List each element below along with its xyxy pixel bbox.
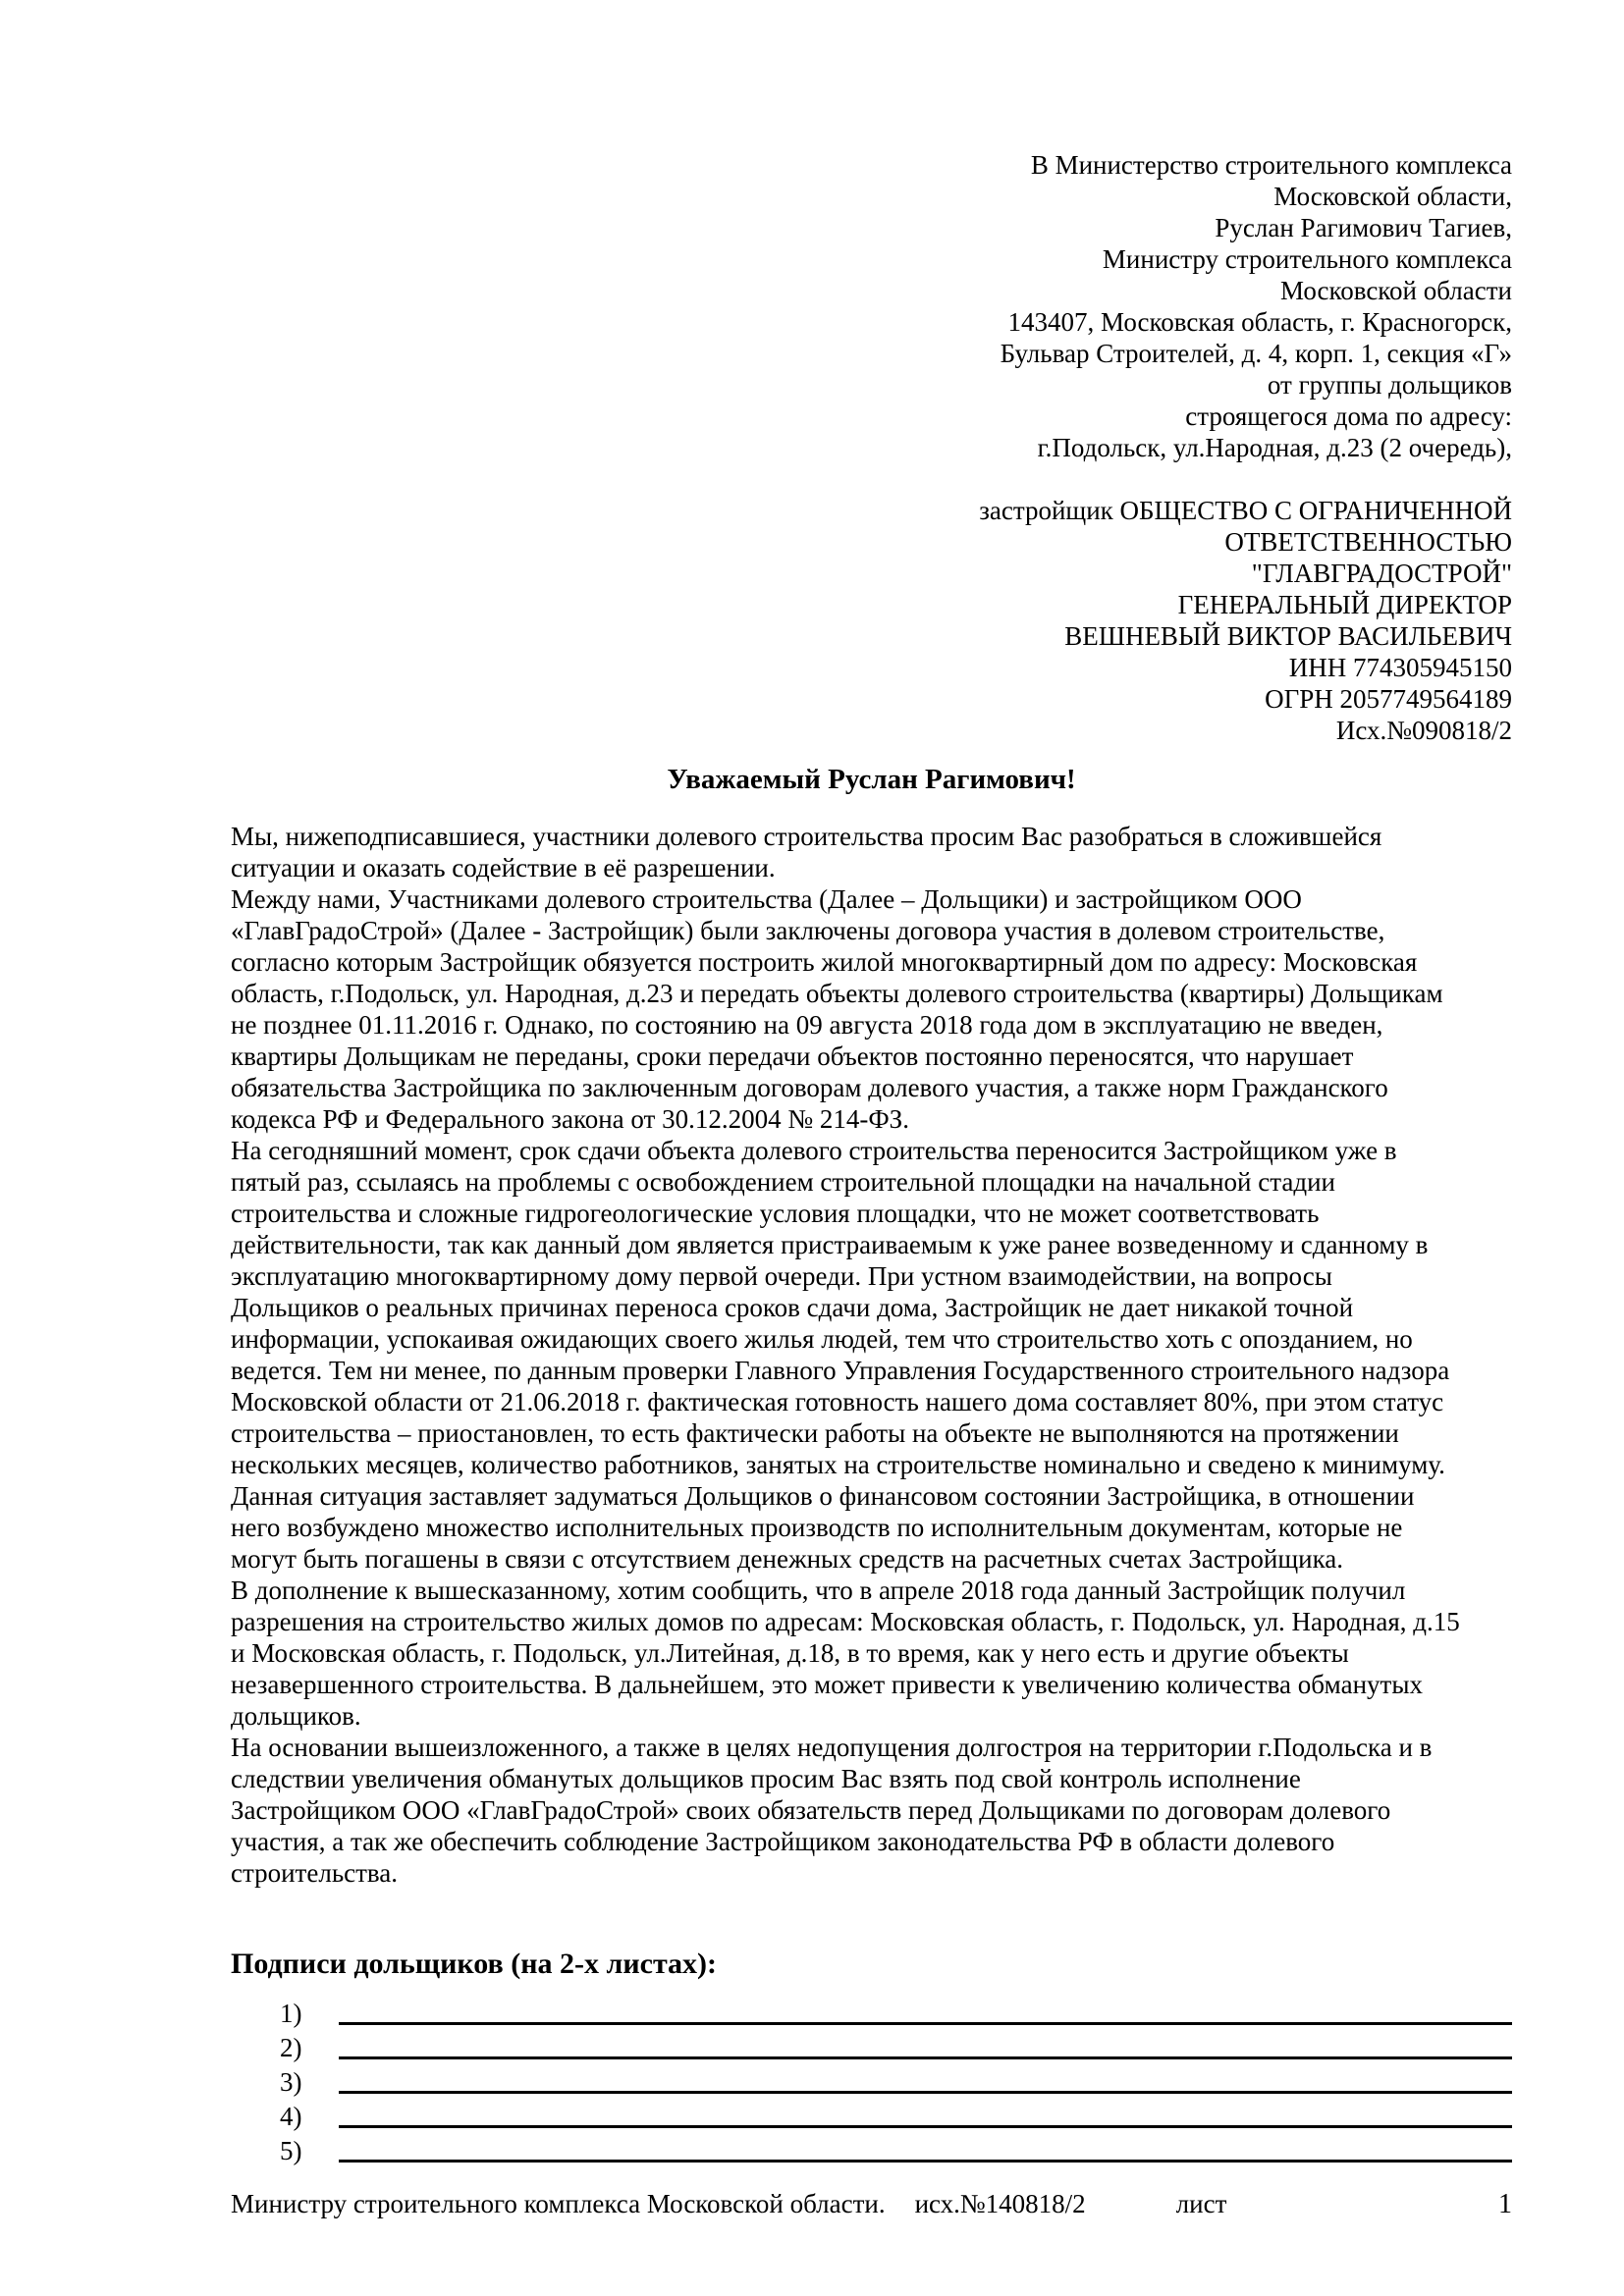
body-line: незавершенного строительства. В дальнейшем, это может привести к увеличению количества обманутых (231, 1670, 1423, 1699)
body-line: В дополнение к вышесказанному, хотим сообщить, что в апреле 2018 года данный Застройщик получил (231, 1575, 1406, 1605)
developer-line: ИНН 774305945150 (1288, 653, 1512, 682)
developer-line: ВЕШНЕВЫЙ ВИКТОР ВАСИЛЬЕВИЧ (1064, 621, 1512, 651)
body-line: кодекса РФ и Федерального закона от 30.12.2004 № 214-ФЗ. (231, 1104, 909, 1134)
salutation: Уважаемый Руслан Рагимович! (667, 764, 1076, 795)
body-line: строительства и сложные гидрогеологические условия площадки, что не может соответствовать (231, 1199, 1320, 1228)
document-content (231, 0, 1512, 2220)
body-line: не позднее 01.11.2016 г. Однако, по состоянию на 09 августа 2018 года дом в эксплуатацию не введен, (231, 1010, 1383, 1040)
body-line: На основании вышеизложенного, а также в целях недопущения долгостроя на территории г.Подольска и в (231, 1733, 1433, 1762)
body-line: обязательства Застройщика по заключенным договорам долевого участия, а также норм Гражданского (231, 1073, 1388, 1102)
body-line: разрешения на строительство жилых домов по адресам: Московская область, г. Подольск, ул. Народная, д.15 (231, 1607, 1460, 1636)
recipient-line: В Министерство строительного комплекса (1030, 150, 1512, 180)
recipient-line: Московской области, (1273, 182, 1512, 211)
body-line: Застройщиком ООО «ГлавГрадоСтрой» своих обязательств перед Дольщиками по договорам долевого (231, 1795, 1391, 1825)
signature-number: 5) (280, 2136, 302, 2165)
signature-number: 3) (280, 2067, 302, 2097)
developer-info-block (231, 495, 1512, 746)
body-line: строительства. (231, 1858, 399, 1888)
body-line: Мы, нижеподписавшиеся, участники долевого строительства просим Вас разобраться в сложившейся (231, 822, 1382, 851)
signatures-list (231, 1995, 1512, 2166)
body-line: область, г.Подольск, ул. Народная, д.23 и передать объекты долевого строительства (квартиры) Дольщикам (231, 979, 1443, 1008)
signature-line (339, 2091, 1512, 2094)
body-line: дольщиков. (231, 1701, 361, 1731)
signature-line (339, 2125, 1512, 2128)
body-line: На сегодняшний момент, срок сдачи объекта долевого строительства переносится Застройщиком уже в (231, 1136, 1397, 1165)
body-text (231, 821, 1512, 1889)
body-line: «ГлавГрадоСтрой» (Далее - Застройщик) были заключены договора участия в долевом строительстве, (231, 916, 1385, 945)
body-line: нескольких месяцев, количество работников, занятых на строительстве номинально и сведено к минимуму. (231, 1450, 1445, 1479)
body-line: эксплуатацию многоквартирному дому первой очереди. При устном взаимодействии, на вопросы (231, 1261, 1332, 1291)
recipient-line: Руслан Рагимович Тагиев, (1215, 213, 1512, 242)
developer-line: ОГРН 2057749564189 (1265, 684, 1512, 714)
signature-line (339, 2022, 1512, 2025)
footer-sheet-label: лист (1175, 2189, 1227, 2218)
body-line: Дольщиков о реальных причинах переноса сроков сдачи дома, Застройщик не дает никакой точной (231, 1293, 1354, 1322)
recipient-address-block (231, 149, 1512, 463)
developer-line: застройщик ОБЩЕСТВО С ОГРАНИЧЕННОЙ (979, 496, 1512, 525)
recipient-line: г.Подольск, ул.Народная, д.23 (2 очередь), (1037, 433, 1512, 462)
body-line: Между нами, Участниками долевого строительства (Далее – Дольщики) и застройщиком ООО (231, 884, 1302, 914)
body-line: ситуации и оказать содействие в её разрешении. (231, 853, 776, 882)
signature-row (231, 2029, 1512, 2063)
recipient-line: Московской области (1279, 276, 1512, 305)
signature-number: 2) (280, 2033, 302, 2062)
body-line: пятый раз, ссылаясь на проблемы с освобождением строительной площадки на начальной стадии (231, 1167, 1335, 1197)
body-line: него возбуждено множество исполнительных производств по исполнительным документам, которые не (231, 1513, 1403, 1542)
signature-line (339, 2056, 1512, 2059)
recipient-line: Министру строительного комплекса (1102, 244, 1512, 274)
body-line: согласно которым Застройщик обязуется построить жилой многоквартирный дом по адресу: Московская (231, 947, 1418, 977)
body-line: могут быть погашены в связи с отсутствием денежных средств на расчетных счетах Застройщика. (231, 1544, 1344, 1574)
body-line: следствии увеличения обманутых дольщиков просим Вас взять под свой контроль исполнение (231, 1764, 1301, 1793)
body-line: действительности, так как данный дом является пристраиваемым к уже ранее возведенному и сданному в (231, 1230, 1429, 1259)
body-line: ведется. Тем ни менее, по данным проверки Главного Управления Государственного строительного надзора (231, 1356, 1450, 1385)
body-line: и Московская область, г. Подольск, ул.Литейная, д.18, в то время, как у него есть и другие объекты (231, 1638, 1349, 1668)
page-footer (231, 2188, 1512, 2220)
signatures-heading: Подписи дольщиков (на 2-х листах): (231, 1948, 718, 1980)
recipient-line: 143407, Московская область, г. Красногорск, (1007, 307, 1512, 337)
footer-reference-number: исх.№140818/2 (914, 2189, 1086, 2218)
recipient-line: от группы дольщиков (1267, 370, 1512, 400)
signature-number: 4) (280, 2102, 302, 2131)
signature-row (231, 2098, 1512, 2132)
body-line: участия, а так же обеспечить соблюдение Застройщиком законодательства РФ в области долевого (231, 1827, 1335, 1856)
body-line: информации, успокаивая ожидающих своего жилья людей, тем что строительство хоть с опозданием, но (231, 1324, 1413, 1354)
developer-line: ОТВЕТСТВЕННОСТЬЮ (1224, 527, 1512, 557)
developer-line: Исх.№090818/2 (1335, 716, 1512, 745)
body-line: строительства – приостановлен, то есть фактически работы на объекте не выполняются на протяжении (231, 1418, 1399, 1448)
footer-page-number: 1 (1498, 2189, 1512, 2219)
developer-line: ГЕНЕРАЛЬНЫЙ ДИРЕКТОР (1177, 590, 1512, 619)
signature-number: 1) (280, 1999, 302, 2028)
developer-line: "ГЛАВГРАДОСТРОЙ" (1251, 559, 1512, 588)
recipient-line: строящегося дома по адресу: (1185, 401, 1512, 431)
signature-line (339, 2160, 1512, 2163)
footer-addressee: Министру строительного комплекса Московской области. (231, 2189, 886, 2218)
body-line: Данная ситуация заставляет задуматься Дольщиков о финансовом состоянии Застройщика, в отношении (231, 1481, 1415, 1511)
recipient-line: Бульвар Строителей, д. 4, корп. 1, секция «Г» (1000, 339, 1512, 368)
signature-row (231, 2132, 1512, 2166)
signature-row (231, 1995, 1512, 2029)
body-line: квартиры Дольщикам не переданы, сроки передачи объектов постоянно переносятся, что нарушает (231, 1041, 1354, 1071)
signature-row (231, 2063, 1512, 2098)
body-line: Московской области от 21.06.2018 г. фактическая готовность нашего дома составляет 80%, при этом статус (231, 1387, 1444, 1416)
